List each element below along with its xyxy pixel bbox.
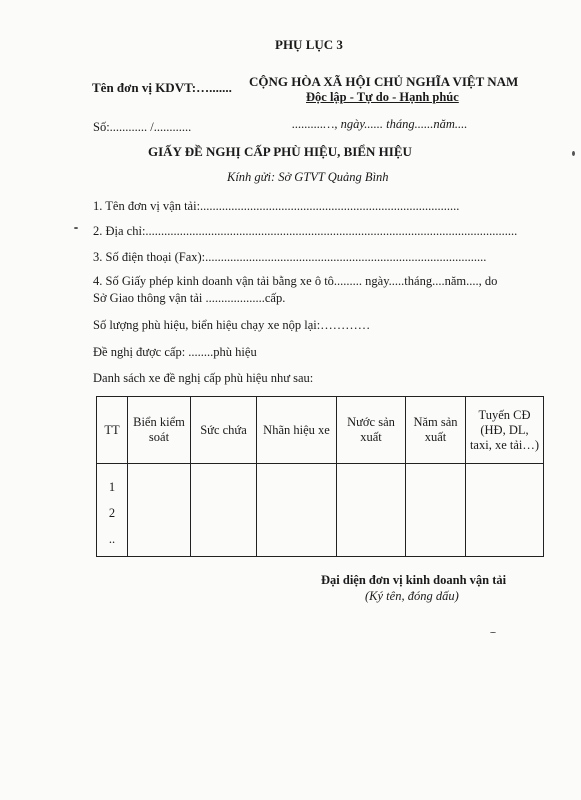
- date-line: ..........…, ngày...... tháng......năm....: [292, 117, 468, 131]
- country-heading: CỘNG HÒA XÃ HỘI CHỦ NGHĨA VIỆT NAM: [249, 74, 519, 89]
- col-header-year: Năm sản xuất: [406, 397, 466, 464]
- table-cell[interactable]: [128, 464, 191, 557]
- document-number: Số:............ /............: [93, 120, 192, 134]
- document-title: GIẤY ĐỀ NGHỊ CẤP PHÙ HIỆU, BIỂN HIỆU: [148, 144, 412, 159]
- col-header-brand: Nhãn hiệu xe: [257, 397, 337, 464]
- field-license-issuer: Sở Giao thông vận tải ...................cấp.: [93, 291, 286, 305]
- motto: Độc lập - Tự do - Hạnh phúc: [306, 90, 459, 104]
- col-header-plate: Biển kiểm soát: [128, 397, 191, 464]
- col-header-route: Tuyến CĐ (HĐ, DL, taxi, xe tải…): [466, 397, 544, 464]
- appendix-label: PHỤ LỤC 3: [275, 37, 343, 52]
- table-cell[interactable]: [466, 464, 544, 557]
- scan-speck: [572, 151, 575, 156]
- field-phone: 3. Số điện thoại (Fax):..........................................................................................: [93, 250, 487, 264]
- table-cell[interactable]: [406, 464, 466, 557]
- table-cell[interactable]: [337, 464, 406, 557]
- row-number: ..: [108, 532, 116, 546]
- unit-name-label: Tên đơn vị KDVT:….......: [92, 80, 232, 95]
- col-header-tt: TT: [97, 397, 128, 464]
- vehicle-list-intro: Danh sách xe đề nghị cấp phù hiệu như sau:: [93, 371, 314, 385]
- col-header-country: Nước sản xuất: [337, 397, 406, 464]
- table-cell[interactable]: [191, 464, 257, 557]
- table-header-row: [97, 397, 544, 464]
- vehicle-table: [96, 396, 544, 557]
- col-header-capacity: Sức chứa: [191, 397, 257, 464]
- field-returned-count: Số lượng phù hiệu, biển hiệu chạy xe nộp lại:…………: [93, 318, 371, 332]
- signature-note: (Ký tên, đóng dấu): [365, 589, 459, 603]
- table-cell[interactable]: [257, 464, 337, 557]
- field-address: 2. Địa chỉ:.......................................................................................................................: [93, 224, 518, 238]
- row-number: 2: [108, 506, 116, 520]
- field-requested: Đề nghị được cấp: ........phù hiệu: [93, 345, 257, 359]
- table-row: [97, 464, 544, 557]
- field-license: 4. Số Giấy phép kinh doanh vận tải bằng xe ô tô......... ngày.....tháng....năm...., do: [93, 274, 498, 288]
- recipient-line: Kính gửi: Sở GTVT Quảng Bình: [227, 170, 389, 184]
- row-number: 1: [108, 480, 116, 494]
- scan-speck: [490, 632, 496, 633]
- scan-speck: [74, 227, 78, 229]
- field-unit-name: 1. Tên đơn vị vận tải:...................................................................................: [93, 199, 460, 213]
- row-numbers-cell: [97, 464, 128, 557]
- signature-title: Đại diện đơn vị kinh doanh vận tải: [321, 573, 507, 587]
